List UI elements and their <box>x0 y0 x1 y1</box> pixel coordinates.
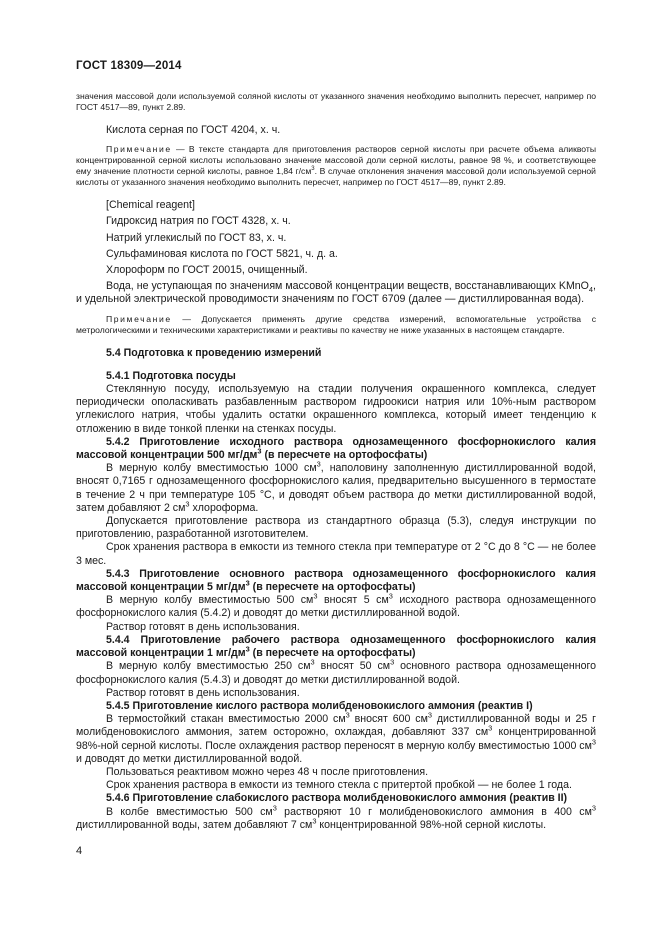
note-label: Примечание <box>106 313 172 324</box>
paragraph: Срок хранения раствора в емкости из темного стекла при температуре от 2 °С до 8 °С — не более 3 мес. <box>76 541 596 567</box>
subsection-heading: 5.4.6 Приготовление слабокислого раствора молибденовокислого аммония (реактив II) <box>106 792 568 805</box>
paragraph: В термостойкий стакан вместимостью 2000 $см^3$ вносят 600 $см^3$ дистиллированной воды и 25 г молибденовокислого аммония, затем осторожно, охлаждая, добавляют 337 $см^3$ концентрированной 98%-ной серной кислоты. После охлаждения раствор переносят в мерную колбу вместимостью 1000 $см^3$ и доводят до метки дистиллированной водой. <box>76 710 597 765</box>
paragraph: Раствор готовят в день использования. <box>106 620 300 633</box>
subsection-heading: 5.4.3 Приготовление основного раствора однозамещенного фосфорнокислого калия массовой концентрации 5 $мг/дм^3$ (в пересчете на ортофосфаты) <box>76 567 596 594</box>
paragraph: Срок хранения раствора в емкости из темного стекла с притертой пробкой — не более 1 года. <box>106 779 572 792</box>
reagent-item: Сульфаминовая кислота по ГОСТ 5821, ч. д. а. <box>106 247 338 260</box>
note: Примечание — Допускается применять другие средства измерений, вспомогательные устройства с метрологическими и техническими характеристиками и реактивы по качеству не ниже указанных в настоящем стандарте. <box>76 313 596 335</box>
reagent-item: Натрий углекислый по ГОСТ 83, х. ч. <box>106 231 287 244</box>
paragraph: Раствор готовят в день использования. <box>106 686 300 699</box>
reagent-item: [Chemical reagent] <box>106 199 195 212</box>
subsection-heading: 5.4.2 Приготовление исходного раствора однозамещенного фосфорнокислого калия массовой концентрации 500 $мг/дм^3$ (в пересчете на ортофосфаты) <box>76 435 596 462</box>
paragraph: В колбе вместимостью 500 $см^3$ растворяют 10 г молибденовокислого аммония в 400 $см^3$ дистиллированной воды, затем добавляют 7 $см^3$ концентрированной 98%-ной серной кислоты. <box>76 803 596 831</box>
note: Примечание — В тексте стандарта для приготовления растворов серной кислоты при расчете объема аликвоты концентрированной серной кислоты использовано значение массовой доли серной кислоты, равное 98 %, и соответствующее ему значение плотности серной кислоты, равное 1,84 $г/см^3$. В случае отклонения значения массовой доли используемой серной кислоты от указанного значения необходимо выполнить пересчет, например по ГОСТ 4517—89, пункт 2.89. <box>76 144 596 188</box>
section-heading: 5.4 Подготовка к проведению измерений <box>106 346 322 359</box>
paragraph: значения массовой доли используемой соляной кислоты от указанного значения необходимо выполнить пересчет, например по ГОСТ 4517—89, пункт 2.89. <box>76 91 596 112</box>
paragraph: Стеклянную посуду, используемую на стадии получения окрашенного комплекса, следует периодически ополаскивать разбавленным раствором гидроокиси натрия или 10%-ным раствором углекислого натрия, чтобы удалить остатки окрашенного комплекса, который имеет тенденцию к отложению в виде тонкой пленки на стенках посуды. <box>76 383 596 435</box>
page-number: 4 <box>76 845 83 857</box>
subsection-heading: 5.4.5 Приготовление кислого раствора молибденовокислого аммония (реактив I) <box>106 699 533 712</box>
reagent-item: Гидроксид натрия по ГОСТ 4328, х. ч. <box>106 215 291 228</box>
page-header: ГОСТ 18309—2014 <box>76 60 182 72</box>
subsection-heading: 5.4.1 Подготовка посуды <box>106 369 236 382</box>
subsection-heading: 5.4.4 Приготовление рабочего раствора однозамещенного фосфорнокислого калия массовой концентрации 1 $мг/дм^3$ (в пересчете на ортофосфаты) <box>76 633 596 660</box>
paragraph: В мерную колбу вместимостью 250 $см^3$ вносят 50 $см^3$ основного раствора однозамещенного фосфорнокислого калия (5.4.3) и доводят до метки дистиллированной водой. <box>76 657 596 686</box>
paragraph: Пользоваться реактивом можно через 48 ч после приготовления. <box>106 765 429 778</box>
reagent-item: Хлороформ по ГОСТ 20015, очищенный. <box>106 264 308 277</box>
page-content <box>76 91 596 832</box>
reagent-item: Вода, не уступающая по значениям массовой концентрации веществ, восстанавливающих KMnO$_4$, и удельной электрической проводимости значениям по ГОСТ 6709 (далее — дистиллированная вода). <box>76 280 596 306</box>
paragraph: В мерную колбу вместимостью 1000 $см^3$, наполовину заполненную дистиллированной водой, вносят 0,7165 г однозамещенного фосфорнокислого калия, предварительно высушенного в термостате в течение 2 ч при температуре 105 °С, и доводят объем раствора до метки дистиллированной водой, затем добавляют 2 $см^3$ хлороформа. <box>76 459 596 514</box>
paragraph: В мерную колбу вместимостью 500 $см^3$ вносят 5 $см^3$ исходного раствора однозамещенного фосфорнокислого калия (5.4.2) и доводят до метки дистиллированной водой. <box>76 591 597 620</box>
note-label: Примечание <box>106 144 172 155</box>
paragraph: Допускается приготовление раствора из стандартного образца (5.3), следуя инструкции по приготовлению, разработанной изготовителем. <box>76 515 596 541</box>
reagent-item: Кислота серная по ГОСТ 4204, х. ч. <box>106 124 281 136</box>
